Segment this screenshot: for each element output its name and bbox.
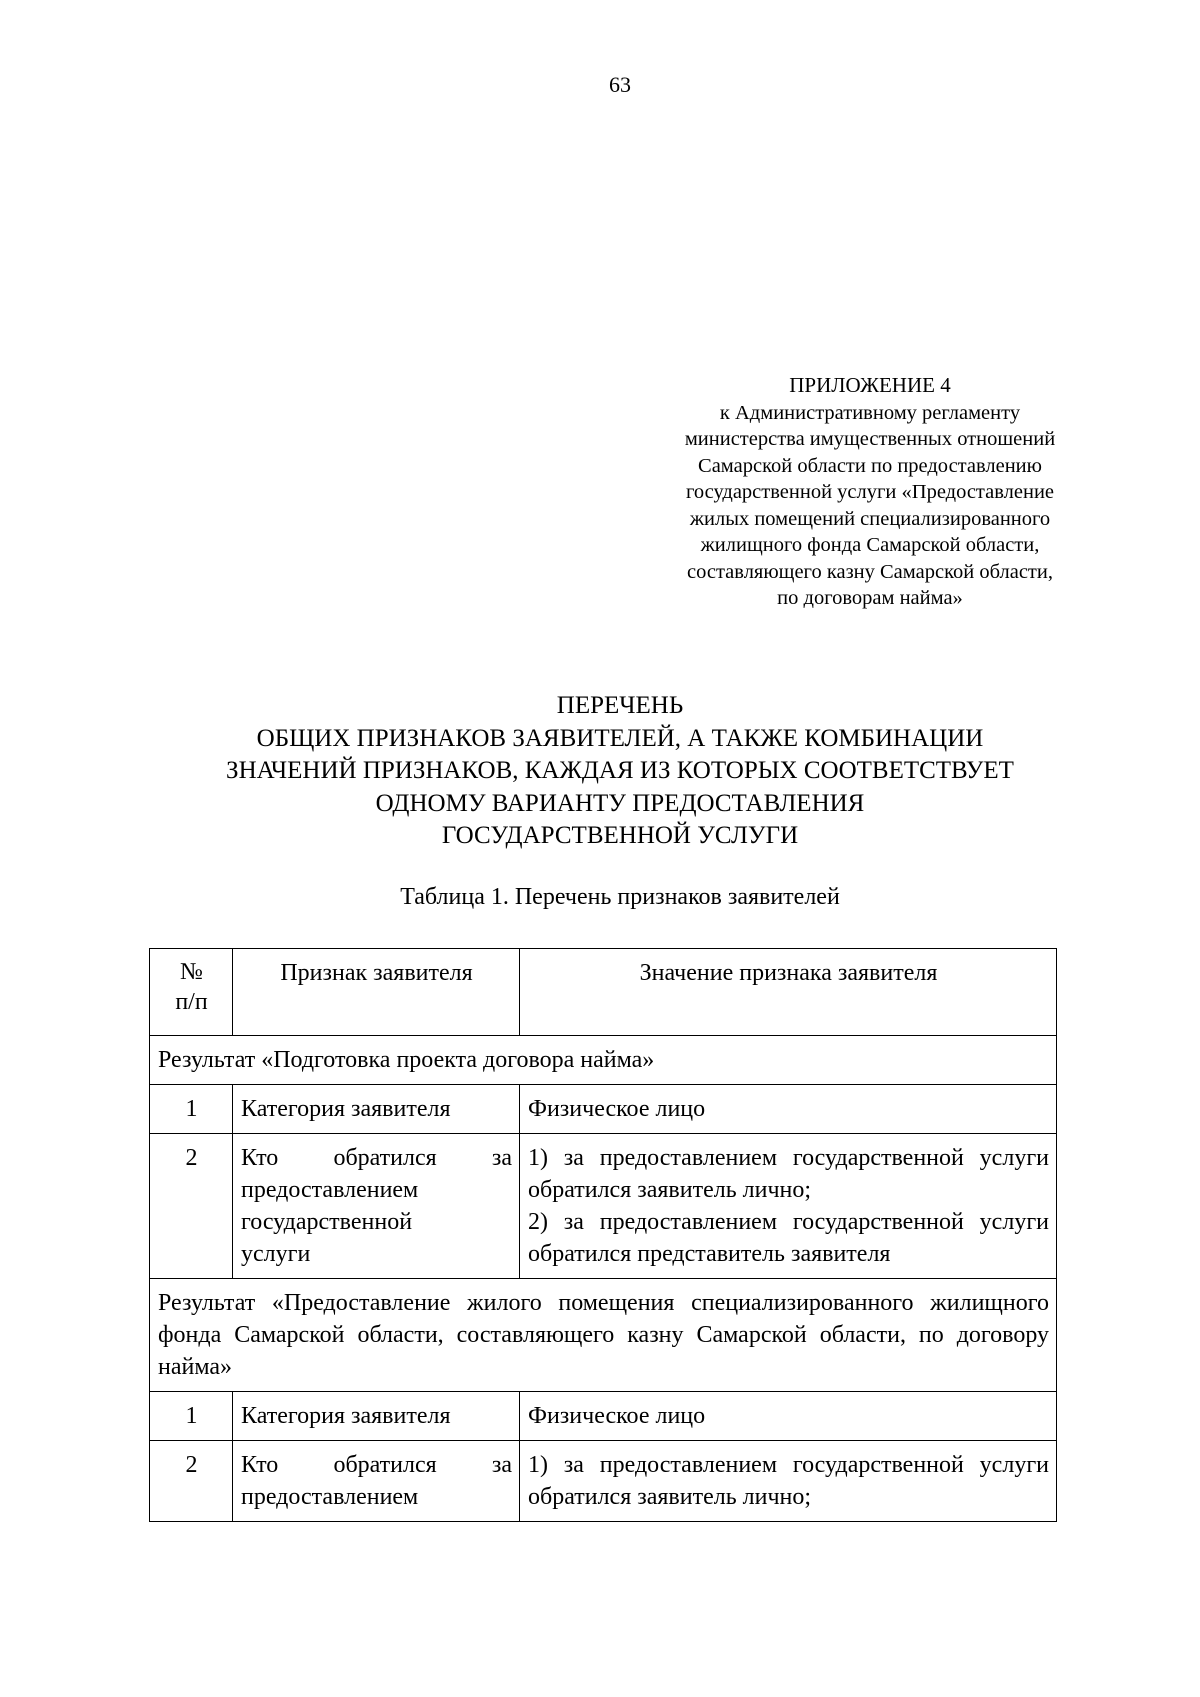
- row-num: 2: [150, 1134, 233, 1279]
- appendix-line: государственной услуги «Предоставление: [685, 481, 1055, 503]
- value-item: 1) за предоставлением государственной услуги обратился заявитель лично;: [528, 1452, 1049, 1510]
- header-num-line2: п/п: [175, 989, 208, 1015]
- attribute-word: обратился: [333, 1452, 437, 1478]
- applicant-attributes-table: [149, 948, 1057, 1522]
- table-caption: Таблица 1. Перечень признаков заявителей: [400, 884, 840, 910]
- row-num: 1: [150, 1392, 233, 1441]
- document-title: [120, 690, 1120, 853]
- row-value: [520, 1134, 1057, 1279]
- appendix-block: [640, 372, 1100, 612]
- attribute-word: за: [491, 1452, 512, 1478]
- row-attribute: Категория заявителя: [233, 1392, 520, 1441]
- table-row: [150, 1392, 1057, 1441]
- appendix-line: министерства имущественных отношений: [684, 428, 1056, 450]
- row-value: Физическое лицо: [520, 1392, 1057, 1441]
- title-line: ОБЩИХ ПРИЗНАКОВ ЗАЯВИТЕЛЕЙ, А ТАКЖЕ КОМБИНАЦИИ: [256, 724, 984, 752]
- appendix-line: по договорам найма»: [777, 587, 963, 609]
- appendix-line: жилищного фонда Самарской области,: [700, 534, 1040, 556]
- section-result: Результат «Подготовка проекта договора найма»: [150, 1036, 1057, 1085]
- header-num-line1: №: [180, 959, 203, 985]
- table-header-row: [150, 949, 1057, 1036]
- header-attribute: Признак заявителя: [233, 949, 520, 1036]
- header-num: [150, 949, 233, 1036]
- title-line: ГОСУДАРСТВЕННОЙ УСЛУГИ: [441, 822, 799, 849]
- row-num: 2: [150, 1441, 233, 1522]
- table-row: [150, 1134, 1057, 1279]
- title-line: ОДНОМУ ВАРИАНТУ ПРЕДОСТАВЛЕНИЯ: [375, 789, 865, 817]
- attribute-rest: предоставлением государственной услуги: [241, 1177, 419, 1267]
- appendix-line: составляющего казну Самарской области,: [687, 560, 1053, 583]
- attribute-word: обратился: [333, 1145, 437, 1171]
- row-attribute: [233, 1134, 520, 1279]
- row-value: Физическое лицо: [520, 1085, 1057, 1134]
- attribute-first-line: [241, 1449, 512, 1481]
- title-line: ПЕРЕЧЕНЬ: [556, 692, 684, 719]
- attribute-rest: предоставлением: [241, 1484, 419, 1510]
- row-num: 1: [150, 1085, 233, 1134]
- attribute-word: Кто: [241, 1145, 279, 1171]
- appendix-line: жилых помещений специализированного: [689, 507, 1051, 530]
- row-attribute: [233, 1441, 520, 1522]
- section-result: Результат «Предоставление жилого помещения специализированного жилищного фонда Самарской области, составляющего казну Самарской области, по договору найма»: [150, 1279, 1057, 1392]
- attribute-first-line: [241, 1142, 512, 1174]
- appendix-heading: ПРИЛОЖЕНИЕ 4: [789, 373, 951, 397]
- attribute-word: Кто: [241, 1452, 279, 1478]
- section-result-row: [150, 1279, 1057, 1392]
- value-item: 1) за предоставлением государственной услуги обратился заявитель лично;: [528, 1145, 1049, 1203]
- table-row: [150, 1441, 1057, 1522]
- row-value: [520, 1441, 1057, 1522]
- page-number: 63: [609, 72, 631, 97]
- appendix-line: к Административному регламенту: [719, 401, 1021, 424]
- section-result-row: [150, 1036, 1057, 1085]
- header-value: Значение признака заявителя: [520, 949, 1057, 1036]
- title-line: ЗНАЧЕНИЙ ПРИЗНАКОВ, КАЖДАЯ ИЗ КОТОРЫХ СООТВЕТСТВУЕТ: [226, 757, 1014, 784]
- appendix-line: Самарской области по предоставлению: [698, 454, 1042, 477]
- attribute-word: за: [491, 1145, 512, 1171]
- table-row: [150, 1085, 1057, 1134]
- row-attribute: Категория заявителя: [233, 1085, 520, 1134]
- value-item: 2) за предоставлением государственной услуги обратился представитель заявителя: [528, 1209, 1049, 1267]
